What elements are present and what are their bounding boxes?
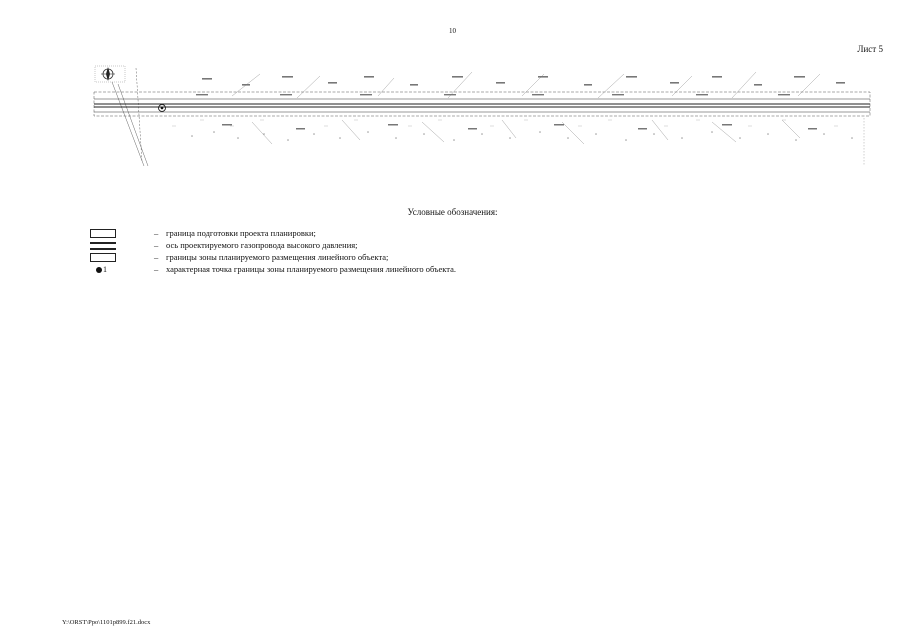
file-path: Y:\ORST\Ppo\1101p899.f21.docx — [62, 619, 151, 626]
legend-item-pipeline-axis — [88, 239, 788, 251]
legend-item-characteristic-point — [88, 263, 788, 275]
legend-item-label: границы зоны планируемого размещения линейного объекта; — [166, 252, 389, 262]
point-label: 1 — [103, 265, 107, 274]
placement-zone-boundary — [94, 99, 870, 112]
plan-drawing — [92, 62, 874, 172]
rectangle-outline-icon — [88, 229, 118, 239]
legend-item-label: характерная точка границы зоны планируемого размещения линейного объекта. — [166, 264, 457, 274]
legend-item-label: граница подготовки проекта планировки; — [166, 228, 316, 238]
characteristic-point-marker — [159, 105, 166, 112]
rectangle-outline-icon — [88, 253, 118, 263]
legend-item-planning-boundary — [88, 227, 788, 239]
legend-item-label: ось проектируемого газопровода высокого давления; — [166, 240, 358, 250]
legend-item-placement-zone — [88, 251, 788, 263]
legend-dash: – — [154, 252, 159, 262]
legend-dash: – — [154, 264, 159, 274]
legend-list — [88, 227, 788, 275]
point-marker-icon — [88, 265, 118, 275]
gas-pipeline-axis — [94, 104, 870, 107]
legend-title: Условные обозначения: — [407, 207, 498, 217]
double-line-icon — [88, 241, 118, 251]
sheet-label: Лист 5 — [857, 44, 883, 54]
legend-dash: – — [154, 228, 159, 238]
legend-dash: – — [154, 240, 159, 250]
page-number: 10 — [449, 27, 456, 35]
north-arrow-icon — [101, 67, 115, 81]
